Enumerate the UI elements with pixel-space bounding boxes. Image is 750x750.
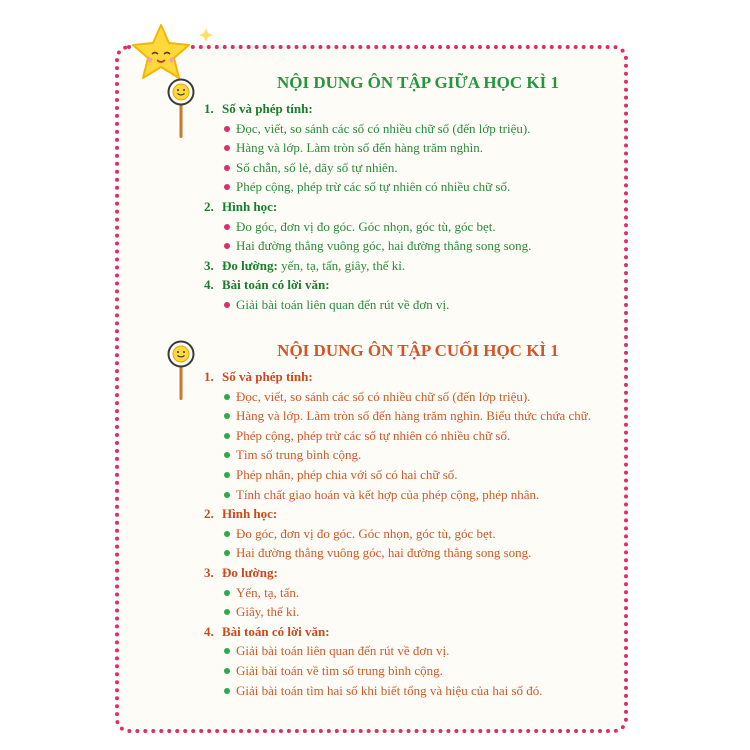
list-item: Đo góc, đơn vị đo góc. Góc nhọn, góc tù, góc bẹt. (198, 524, 618, 544)
final-review-section (198, 340, 618, 700)
bullet-dot-icon (224, 394, 230, 400)
list-item: Hai đường thẳng vuông góc, hai đường thẳng song song. (198, 236, 618, 256)
topic (198, 504, 618, 563)
list-item: Hàng và lớp. Làm tròn số đến hàng trăm nghìn. Biểu thức chứa chữ. (198, 406, 618, 426)
bullet-dot-icon (224, 648, 230, 654)
list-item: Giải bài toán liên quan đến rút về đơn vị. (198, 295, 618, 315)
list-item: Đọc, viết, so sánh các số có nhiều chữ số (đến lớp triệu). (198, 387, 618, 407)
list-item: Giây, thế kỉ. (198, 602, 618, 622)
list-item: Phép cộng, phép trừ các số tự nhiên có nhiều chữ số. (198, 426, 618, 446)
topic (198, 367, 618, 504)
list-item: Phép cộng, phép trừ các số tự nhiên có nhiều chữ số. (198, 177, 618, 197)
bullet-dot-icon (224, 531, 230, 537)
bullet-dot-icon (224, 492, 230, 498)
list-item: Đo góc, đơn vị đo góc. Góc nhọn, góc tù, góc bẹt. (198, 217, 618, 237)
bullet-dot-icon (224, 688, 230, 694)
smiley-lollipop-icon (167, 340, 195, 402)
bullet-dot-icon (224, 145, 230, 151)
bullet-dot-icon (224, 243, 230, 249)
bullet-dot-icon (224, 452, 230, 458)
list-item: Tính chất giao hoán và kết hợp của phép cộng, phép nhân. (198, 485, 618, 505)
bullet-dot-icon (224, 550, 230, 556)
list-item: Phép nhân, phép chia với số có hai chữ số. (198, 465, 618, 485)
bullet-dot-icon (224, 184, 230, 190)
list-item: Số chẵn, số lẻ, dãy số tự nhiên. (198, 158, 618, 178)
sparkle-icon (198, 27, 214, 43)
topic-heading: 2. Hình học: (204, 198, 278, 214)
smiling-star-icon (128, 22, 194, 82)
topic (198, 99, 618, 197)
list-item: Hai đường thẳng vuông góc, hai đường thẳng song song. (198, 543, 618, 563)
list-item: Giải bài toán liên quan đến rút về đơn vị. (198, 641, 618, 661)
bullet-dot-icon (224, 126, 230, 132)
topic-heading: 3. Đo lường: yến, tạ, tấn, giây, thế kỉ. (204, 257, 406, 273)
bullet-dot-icon (224, 472, 230, 478)
topic (198, 563, 618, 622)
bullet-dot-icon (224, 609, 230, 615)
final-title: NỘI DUNG ÔN TẬP CUỐI HỌC KÌ 1 (277, 341, 559, 360)
list-item: Giải bài toán về tìm số trung bình cộng. (198, 661, 618, 681)
topic-heading: 1. Số và phép tính: (204, 369, 313, 384)
list-item: Hàng và lớp. Làm tròn số đến hàng trăm nghìn. (198, 138, 618, 158)
topic-heading: 2. Hình học: (204, 506, 278, 522)
topic (198, 197, 618, 256)
bullet-dot-icon (224, 590, 230, 596)
list-item: Yến, tạ, tấn. (198, 583, 618, 603)
topic (198, 275, 618, 314)
topic-heading: 4. Bài toán có lời văn: (204, 623, 330, 639)
bullet-dot-icon (224, 413, 230, 419)
bullet-dot-icon (224, 668, 230, 674)
list-item: Giải bài toán tìm hai số khi biết tổng và hiệu của hai số đó. (198, 681, 618, 701)
topic-heading: 1. Số và phép tính: (204, 101, 313, 116)
bullet-dot-icon (224, 224, 230, 230)
topic-heading: 3. Đo lường: (204, 564, 278, 580)
midterm-title: NỘI DUNG ÔN TẬP GIỮA HỌC KÌ 1 (277, 73, 559, 92)
list-item: Tìm số trung bình cộng. (198, 445, 618, 465)
topic (198, 256, 618, 276)
bullet-dot-icon (224, 302, 230, 308)
midterm-review-section (198, 72, 618, 315)
bullet-dot-icon (224, 433, 230, 439)
bullet-dot-icon (224, 165, 230, 171)
list-item: Đọc, viết, so sánh các số có nhiều chữ số (đến lớp triệu). (198, 119, 618, 139)
smiley-lollipop-icon (167, 78, 195, 140)
topic (198, 622, 618, 700)
topic-heading: 4. Bài toán có lời văn: (204, 277, 330, 293)
